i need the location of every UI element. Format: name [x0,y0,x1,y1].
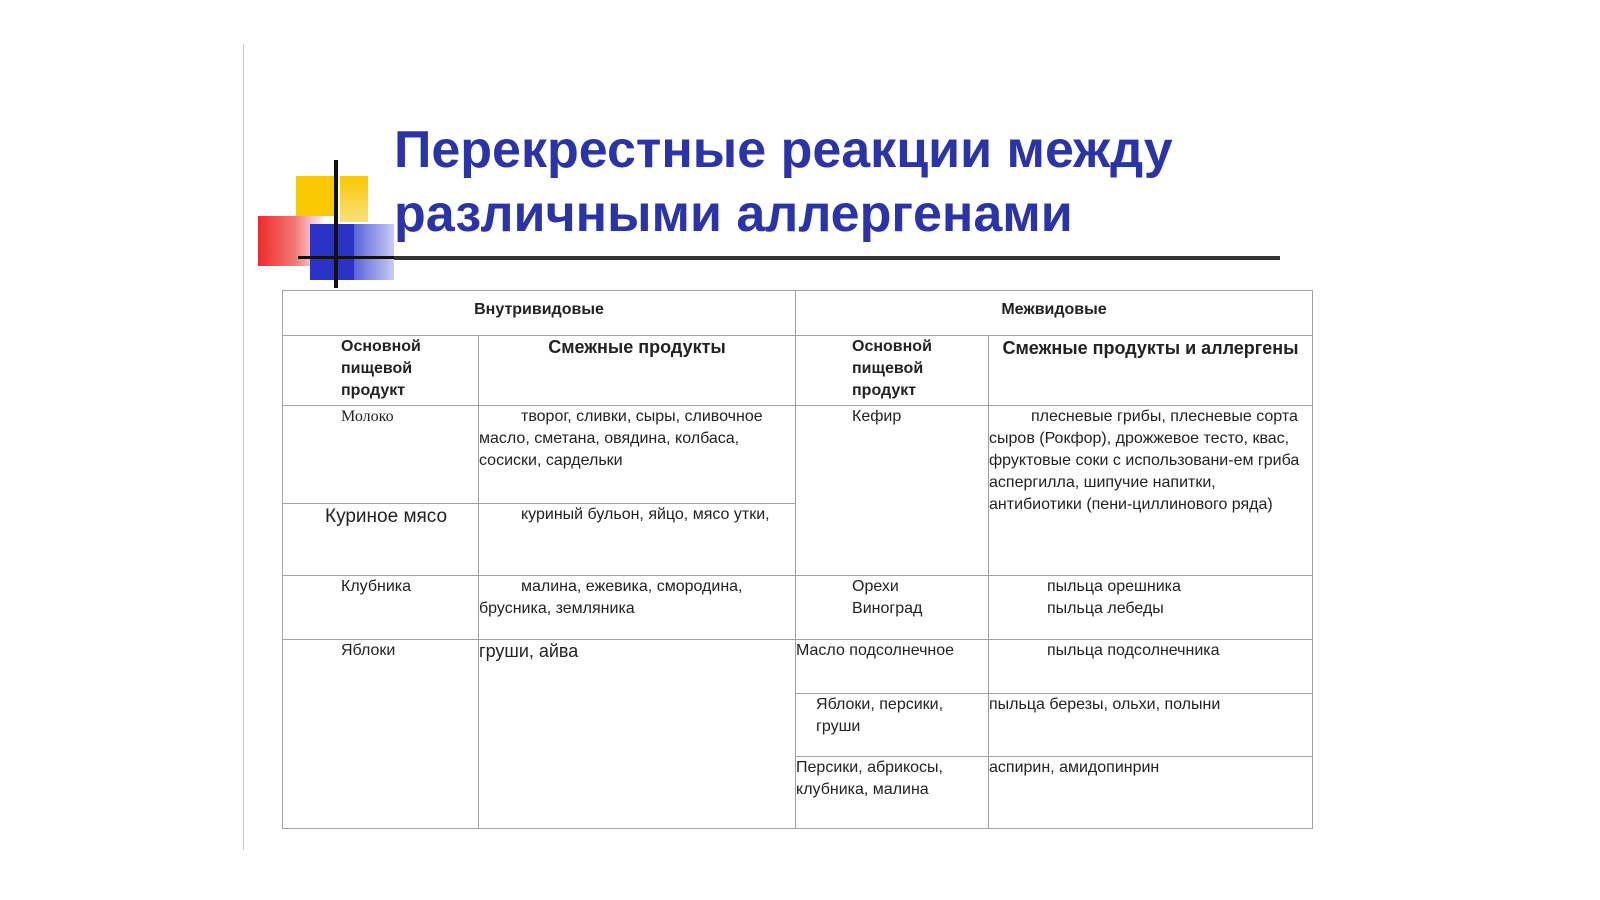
intra-row-3-main: Клубника [283,576,479,640]
intra-row-1-main: Молоко [283,406,479,504]
col-header-main-product-2: Основной пищевой продукт [796,336,989,406]
inter-row-5-main: Персики, абрикосы, клубника, малина [796,757,989,829]
decorative-squares-logo-icon [258,160,403,288]
allergen-table [282,290,1313,829]
header-interspecies: Межвидовые [796,291,1313,336]
col-header-related-products: Смежные продукты [479,336,796,406]
slide-title: Перекрестные реакции между различными аллергенами [394,121,1173,243]
inter-row-3-main: Масло подсолнечное [796,640,989,694]
inter-row-2-main: Орехи Виноград [796,576,989,640]
inter-row-3-related: пыльца подсолнечника [989,640,1313,694]
intra-row-3-related: малина, ежевика, смородина, брусника, земляника [479,576,796,640]
inter-row-1-related: плесневые грибы, плесневые сорта сыров (Рокфор), дрожжевое тесто, квас, фруктовые соки с использовани-ем гриба аспергилла, шипучие напитки, антибиотики (пени-циллинового ряда) [989,406,1313,576]
page-left-border [243,44,244,850]
inter-row-1-main: Кефир [796,406,989,576]
col-header-related-allergens: Смежные продукты и аллергены [989,336,1313,406]
inter-row-4-main: Яблоки, персики, груши [796,694,989,757]
intra-row-2-related: куриный бульон, яйцо, мясо утки, [479,504,796,576]
intra-row-4-related: груши, айва [479,640,796,829]
intra-row-1-related: творог, сливки, сыры, сливочное масло, сметана, овядина, колбаса, сосиски, сардельки [479,406,796,504]
inter-row-5-related: аспирин, амидопинрин [989,757,1313,829]
title-underline [394,256,1280,260]
inter-row-4-related: пыльца березы, ольхи, полыни [989,694,1313,757]
col-header-main-product: Основной пищевой продукт [283,336,479,406]
intra-row-4-main: Яблоки [283,640,479,829]
intra-row-2-main: Куриное мясо [283,504,479,576]
header-intraspecies: Внутривидовые [283,291,796,336]
inter-row-2-related: пыльца орешника пыльца лебеды [989,576,1313,640]
